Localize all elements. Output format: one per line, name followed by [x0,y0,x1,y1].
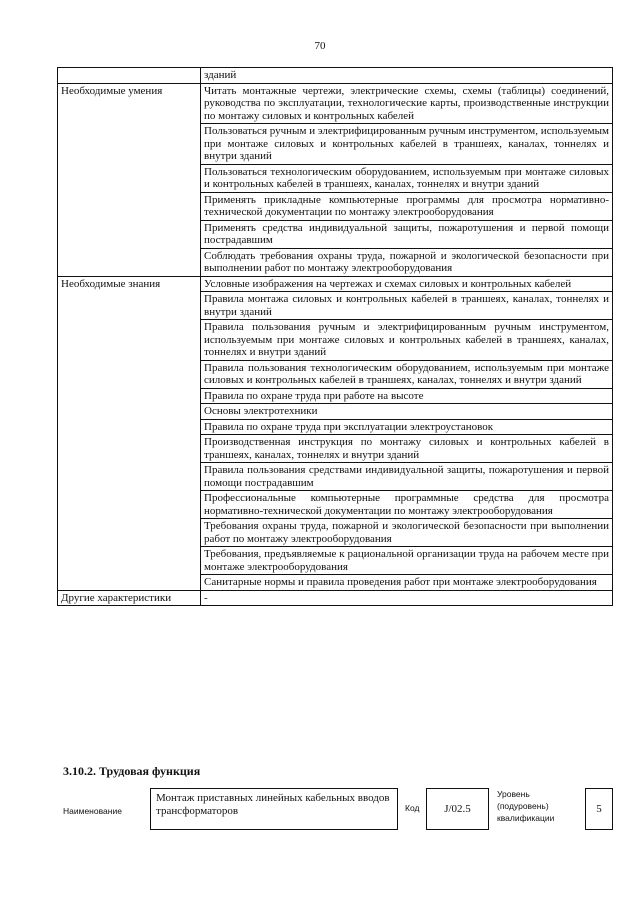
row-text: Условные изображения на чертежах и схемах силовых и контрольных кабелей [201,276,613,292]
row-text: Основы электротехники [201,404,613,420]
row-text: Правила по охране труда при эксплуатации электроустановок [201,419,613,435]
page-number: 70 [314,40,326,52]
row-label: Другие характеристики [58,590,201,606]
row-label [58,388,201,404]
row-text: Пользоваться ручным и электрифицированным ручным инструментом, используемым при монтаже силовых и контрольных кабелей в траншеях, каналах, тоннелях и внутри зданий [201,124,613,165]
row-label [58,491,201,519]
row-text: Требования, предъявляемые к рациональной организации труда на рабочем месте при монтаже электрооборудования [201,547,613,575]
row-label: Необходимые умения [58,83,201,124]
row-text: Санитарные нормы и правила проведения работ при монтаже электрооборудования [201,575,613,591]
row-text: Применять прикладные компьютерные программы для просмотра нормативно-технической документации по монтажу электрооборудования [201,192,613,220]
row-text: зданий [201,68,613,84]
function-name-box: Монтаж приставных линейных кабельных вводов трансформаторов [150,788,398,830]
section-heading: 3.10.2. Трудовая функция [63,764,201,778]
row-label [58,68,201,84]
row-text: Соблюдать требования охраны труда, пожарной и экологической безопасности при выполнении работ по монтажу электрооборудования [201,248,613,276]
row-label [58,192,201,220]
row-label [58,292,201,320]
row-text: Применять средства индивидуальной защиты, пожаротушения и первой помощи пострадавшим [201,220,613,248]
row-label [58,248,201,276]
function-name-label: Наименование [63,806,122,816]
code-label: Код [405,803,420,813]
row-label [58,519,201,547]
row-label [58,463,201,491]
row-text: Правила пользования ручным и электрифицированным ручным инструментом, используемым при монтаже силовых и контрольных кабелей в траншеях, каналах, тоннелях и внутри зданий [201,320,613,361]
qualification-level-box: 5 [585,788,613,830]
row-label [58,435,201,463]
row-label [58,220,201,248]
row-label [58,547,201,575]
row-text: Правила пользования технологическим оборудованием, используемым при монтаже силовых и контрольных кабелей в траншеях, каналах, тоннелях и внутри зданий [201,360,613,388]
row-label [58,404,201,420]
row-label [58,320,201,361]
row-text: Пользоваться технологическим оборудованием, используемым при монтаже силовых и контрольных кабелей в траншеях, каналах, тоннелях и внутри зданий [201,164,613,192]
row-text: - [201,590,613,606]
row-label [58,419,201,435]
row-text: Требования охраны труда, пожарной и экологической безопасности при выполнении работ по монтажу электрооборудования [201,519,613,547]
row-text: Правила по охране труда при работе на высоте [201,388,613,404]
code-box: J/02.5 [426,788,489,830]
row-label [58,360,201,388]
row-text: Правила монтажа силовых и контрольных кабелей в траншеях, каналах, тоннелях и внутри зданий [201,292,613,320]
requirements-table [57,67,613,606]
row-text: Читать монтажные чертежи, электрические схемы, схемы (таблицы) соединений, руководства по эксплуатации, технологические карты, производственные инструкции по монтажу силовых и контрольных кабелей [201,83,613,124]
row-text: Профессиональные компьютерные программные средства для просмотра нормативно-технической документации по монтажу электрооборудования [201,491,613,519]
row-text: Производственная инструкция по монтажу силовых и контрольных кабелей в траншеях, каналах, тоннелях и внутри зданий [201,435,613,463]
row-label [58,124,201,165]
row-label [58,164,201,192]
row-label [58,575,201,591]
qualification-level-label: Уровень (подуровень) квалификации [497,789,555,823]
row-text: Правила пользования средствами индивидуальной защиты, пожаротушения и первой помощи пострадавшим [201,463,613,491]
row-label: Необходимые знания [58,276,201,292]
